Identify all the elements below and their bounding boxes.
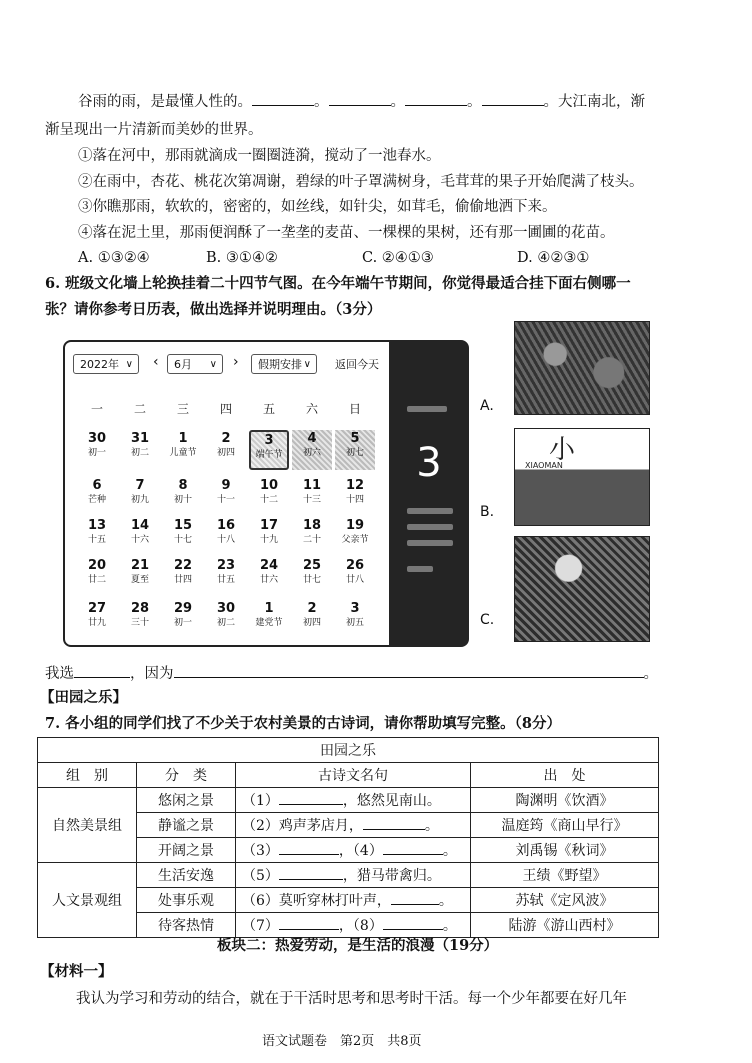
- table-title: 田园之乐: [38, 738, 659, 763]
- calendar-day-cell[interactable]: [206, 477, 246, 517]
- calendar-day-number: 22: [173, 558, 193, 573]
- row-poem: [236, 813, 471, 838]
- poem-blank-1[interactable]: [279, 791, 343, 805]
- calendar-day-number: 8: [178, 478, 188, 493]
- next-month-arrow-icon[interactable]: ›: [233, 354, 239, 370]
- poem-pre: （1）: [242, 793, 279, 809]
- calendar-day-cell[interactable]: [292, 600, 332, 640]
- side-info-line: [407, 508, 453, 514]
- header-group: 组 别: [38, 763, 137, 788]
- picture-b-pinyin: XIAOMAN: [525, 461, 563, 470]
- prev-month-arrow-icon[interactable]: ‹: [153, 354, 159, 370]
- q6-reason-blank[interactable]: [174, 663, 644, 678]
- calendar-day-number: 1: [178, 431, 188, 446]
- poem-post: 。: [438, 893, 453, 909]
- calendar-day-subtitle: 初七: [345, 448, 364, 458]
- poem-post: 。: [442, 843, 457, 859]
- poem-pre: （5）: [242, 868, 279, 884]
- calendar-day-cell[interactable]: [335, 557, 375, 597]
- calendar-day-cell[interactable]: [206, 600, 246, 640]
- calendar-day-number: 10: [259, 478, 279, 493]
- calendar-day-cell[interactable]: [249, 600, 289, 640]
- calendar-day-cell[interactable]: [249, 430, 289, 470]
- q5-period: 。: [543, 94, 558, 110]
- group-natural: 自然美景组: [38, 788, 137, 863]
- calendar-day-subtitle: 三十: [130, 618, 149, 628]
- calendar-day-subtitle: 十九: [259, 535, 278, 545]
- calendar-day-cell[interactable]: [206, 557, 246, 597]
- calendar-day-subtitle: 芒种: [87, 495, 106, 505]
- poem-post: ，猎马带禽归。: [342, 868, 441, 884]
- calendar-day-subtitle: 廿八: [345, 575, 364, 585]
- calendar-day-subtitle: 初二: [216, 618, 235, 628]
- calendar-day-cell[interactable]: [163, 557, 203, 597]
- calendar-day-number: 11: [302, 478, 322, 493]
- calendar-day-cell[interactable]: [292, 477, 332, 517]
- poem-post: 。: [442, 918, 457, 934]
- calendar-day-subtitle: 十二: [259, 495, 278, 505]
- calendar-day-number: 24: [259, 558, 279, 573]
- side-date-line: [407, 406, 447, 412]
- poem-blank-5[interactable]: [279, 866, 343, 880]
- calendar-day-subtitle: 廿二: [87, 575, 106, 585]
- calendar-day-cell[interactable]: [292, 557, 332, 597]
- q5-choice-d[interactable]: D. ④②③①: [517, 250, 590, 266]
- group-cultural: 人文景观组: [38, 863, 137, 938]
- q5-blank-2[interactable]: [329, 91, 391, 106]
- row-category: 悠闲之景: [137, 788, 236, 813]
- q5-blank-4[interactable]: [482, 91, 544, 106]
- calendar-day-subtitle: 夏至: [130, 575, 149, 585]
- calendar-day-subtitle: 十五: [87, 535, 106, 545]
- poem-pre: （3）: [242, 843, 279, 859]
- calendar-day-number: 5: [350, 431, 360, 446]
- side-info-line: [407, 566, 433, 572]
- calendar-day-number: 26: [345, 558, 365, 573]
- selected-day-number: 3: [416, 440, 442, 486]
- calendar-day-subtitle: 初一: [87, 448, 106, 458]
- poem-blank-7[interactable]: [279, 916, 339, 930]
- row-source: 王绩《野望》: [471, 863, 659, 888]
- month-select-value: 6月: [174, 358, 192, 371]
- poem-blank-3[interactable]: [279, 841, 339, 855]
- picture-b-char: 小: [549, 435, 576, 465]
- calendar-day-subtitle: 初一: [173, 618, 192, 628]
- q6-answer-prefix: 我选: [45, 666, 74, 682]
- header-source: 出 处: [471, 763, 659, 788]
- calendar-day-cell[interactable]: [335, 477, 375, 517]
- poem-blank-8[interactable]: [383, 916, 443, 930]
- poem-table: [37, 737, 659, 938]
- side-info-line: [407, 540, 453, 546]
- calendar-day-number: 20: [87, 558, 107, 573]
- q5-choice-b[interactable]: B. ③①④②: [206, 250, 278, 266]
- calendar-day-subtitle: 初四: [302, 618, 321, 628]
- solar-term-picture-b: [514, 428, 650, 526]
- calendar-day-cell[interactable]: [335, 430, 375, 470]
- row-source: 苏轼《定风波》: [471, 888, 659, 913]
- q5-period: 。: [467, 94, 482, 110]
- weekday-sat: 六: [305, 402, 318, 416]
- calendar-day-subtitle: 端午节: [255, 450, 283, 460]
- calendar-day-number: 31: [130, 431, 150, 446]
- solar-term-picture-c: [514, 536, 650, 642]
- weekday-mon: 一: [90, 402, 103, 416]
- q5-period: 。: [314, 94, 329, 110]
- calendar-widget: [63, 340, 467, 647]
- q5-intro-tail: 大江南北，渐: [558, 94, 645, 110]
- calendar-day-cell[interactable]: [292, 430, 332, 470]
- calendar-day-cell[interactable]: [120, 430, 160, 470]
- calendar-side-panel: [389, 340, 469, 647]
- calendar-day-subtitle: 十一: [216, 495, 235, 505]
- calendar-day-number: 2: [307, 601, 317, 616]
- calendar-day-cell[interactable]: [163, 517, 203, 557]
- block2-title: 板块二：热爱劳动，是生活的浪漫（19分）: [217, 937, 499, 954]
- header-category: 分 类: [137, 763, 236, 788]
- table-row: [38, 788, 659, 813]
- month-select[interactable]: [167, 354, 223, 374]
- q5-option-3: ③你瞧那雨，软软的，密密的，如丝线，如针尖，如茸毛，偷偷地洒下来。: [78, 199, 557, 215]
- picture-b-label: B.: [480, 504, 495, 520]
- calendar-day-number: 19: [345, 518, 365, 533]
- q5-intro-line1: [78, 88, 645, 116]
- calendar-day-cell[interactable]: [335, 517, 375, 557]
- table-row: [38, 863, 659, 888]
- material-title: 【材料一】: [40, 963, 113, 980]
- calendar-day-subtitle: 父亲节: [341, 535, 369, 545]
- calendar-day-cell[interactable]: [206, 517, 246, 557]
- calendar-day-subtitle: 廿九: [87, 618, 106, 628]
- q5-option-1: ①落在河中，那雨就滴成一圈圈涟漪，搅动了一池春水。: [78, 148, 441, 164]
- calendar-day-number: 6: [92, 478, 102, 493]
- calendar-day-cell[interactable]: [120, 557, 160, 597]
- holiday-select-value: 假期安排: [258, 358, 302, 371]
- calendar-day-subtitle: 初六: [302, 448, 321, 458]
- row-source: 刘禹锡《秋词》: [471, 838, 659, 863]
- weekday-tue: 二: [133, 402, 146, 416]
- calendar-day-number: 27: [87, 601, 107, 616]
- calendar-day-number: 9: [221, 478, 231, 493]
- calendar-day-number: 17: [259, 518, 279, 533]
- q7-question: 7. 各小组的同学们找了不少关于农村美景的古诗词，请你帮助填写完整。（8分）: [45, 715, 562, 732]
- poem-mid: ，（4）: [338, 843, 383, 859]
- row-category: 处事乐观: [137, 888, 236, 913]
- weekday-thu: 四: [219, 402, 232, 416]
- calendar-day-subtitle: 廿五: [216, 575, 235, 585]
- q6-choice-blank[interactable]: [74, 663, 130, 678]
- calendar-day-number: 1: [264, 601, 274, 616]
- q5-intro-text: 谷雨的雨，是最懂人性的。: [78, 94, 252, 110]
- calendar-day-number: 12: [345, 478, 365, 493]
- poem-post: ，悠然见南山。: [342, 793, 441, 809]
- calendar-day-subtitle: 廿四: [173, 575, 192, 585]
- material-text: 我认为学习和劳动的结合，就在于干活时思考和思考时干活。每一个少年都要在好几年: [76, 991, 627, 1007]
- calendar-day-subtitle: 十四: [345, 495, 364, 505]
- calendar-day-number: 3: [264, 433, 274, 448]
- calendar-day-subtitle: 十六: [130, 535, 149, 545]
- row-source: 陆游《游山西村》: [471, 913, 659, 938]
- q5-blank-3[interactable]: [405, 91, 467, 106]
- q6-line2: 张？请你参考日历表，做出选择并说明理由。（3分）: [45, 301, 382, 318]
- poem-pre: （7）: [242, 918, 279, 934]
- calendar-day-cell[interactable]: [249, 517, 289, 557]
- table-title-row: [38, 738, 659, 763]
- calendar-day-subtitle: 十七: [173, 535, 192, 545]
- calendar-day-subtitle: 建党节: [255, 618, 283, 628]
- row-category: 生活安逸: [137, 863, 236, 888]
- calendar-day-cell[interactable]: [292, 517, 332, 557]
- poem-blank-4[interactable]: [383, 841, 443, 855]
- calendar-day-cell[interactable]: [77, 477, 117, 517]
- calendar-day-subtitle: 初五: [345, 618, 364, 628]
- holiday-select[interactable]: [251, 354, 317, 374]
- row-poem: [236, 863, 471, 888]
- poem-blank-2[interactable]: [363, 816, 425, 830]
- calendar-day-subtitle: 廿七: [302, 575, 321, 585]
- poem-mid: ，（8）: [338, 918, 383, 934]
- poem-pre: （2）鸡声茅店月，: [242, 818, 363, 834]
- calendar-day-number: 16: [216, 518, 236, 533]
- calendar-day-subtitle: 初九: [130, 495, 149, 505]
- solar-term-picture-a: [514, 321, 650, 415]
- calendar-day-number: 7: [135, 478, 145, 493]
- weekday-wed: 三: [176, 402, 189, 416]
- calendar-day-cell[interactable]: [120, 477, 160, 517]
- calendar-day-number: 25: [302, 558, 322, 573]
- row-source: 温庭筠《商山早行》: [471, 813, 659, 838]
- calendar-day-cell[interactable]: [206, 430, 246, 470]
- calendar-day-subtitle: 廿六: [259, 575, 278, 585]
- chevron-down-icon: ∨: [209, 359, 217, 370]
- chevron-down-icon: ∨: [125, 359, 133, 370]
- calendar-day-subtitle: 十三: [302, 495, 321, 505]
- calendar-day-cell[interactable]: [77, 430, 117, 470]
- calendar-day-cell[interactable]: [120, 517, 160, 557]
- q6-answer-mid: ，因为: [130, 666, 174, 682]
- q5-blank-1[interactable]: [252, 91, 314, 106]
- side-info-line: [407, 524, 453, 530]
- calendar-day-subtitle: 儿童节: [169, 448, 197, 458]
- poem-blank-6[interactable]: [391, 891, 439, 905]
- calendar-day-number: 29: [173, 601, 193, 616]
- calendar-day-subtitle: 初二: [130, 448, 149, 458]
- calendar-day-cell[interactable]: [77, 600, 117, 640]
- calendar-day-number: 3: [350, 601, 360, 616]
- header-poem: 古诗文名句: [236, 763, 471, 788]
- calendar-day-number: 15: [173, 518, 193, 533]
- calendar-day-cell[interactable]: [163, 600, 203, 640]
- q6-line1: 6. 班级文化墙上轮换挂着二十四节气图。在今年端午节期间，你觉得最适合挂下面右侧哪一: [45, 275, 631, 292]
- calendar-day-cell[interactable]: [163, 430, 203, 470]
- q5-period: 。: [390, 94, 405, 110]
- section-tianyuan-heading: 【田园之乐】: [40, 689, 127, 706]
- calendar-day-number: 13: [87, 518, 107, 533]
- q5-option-2: ②在雨中，杏花、桃花次第凋谢，碧绿的叶子罩满树身，毛茸茸的果子开始爬满了枝头。: [78, 174, 644, 190]
- year-select[interactable]: [73, 354, 139, 374]
- q5-option-4: ④落在泥土里，那雨便润酥了一垄垄的麦苗、一棵棵的果树，还有那一圃圃的花苗。: [78, 225, 615, 241]
- row-source: 陶渊明《饮酒》: [471, 788, 659, 813]
- calendar-day-number: 30: [87, 431, 107, 446]
- calendar-day-subtitle: 十八: [216, 535, 235, 545]
- q5-choice-a[interactable]: A. ①③②④: [78, 250, 150, 266]
- weekday-fri: 五: [262, 402, 275, 416]
- row-poem: [236, 838, 471, 863]
- calendar-day-number: 4: [307, 431, 317, 446]
- row-category: 待客热情: [137, 913, 236, 938]
- calendar-day-number: 18: [302, 518, 322, 533]
- page-footer: 语文试题卷 第2页 共8页: [262, 1034, 422, 1049]
- calendar-day-cell[interactable]: [120, 600, 160, 640]
- q5-choice-c[interactable]: C. ②④①③: [362, 250, 434, 266]
- calendar-day-number: 23: [216, 558, 236, 573]
- q6-answer-line: [45, 660, 658, 688]
- picture-a-label: A.: [480, 398, 494, 414]
- picture-c-label: C.: [480, 612, 495, 628]
- row-poem: [236, 788, 471, 813]
- calendar-day-number: 2: [221, 431, 231, 446]
- calendar-day-subtitle: 二十: [302, 535, 321, 545]
- calendar-day-cell[interactable]: [335, 600, 375, 640]
- calendar-day-number: 28: [130, 601, 150, 616]
- year-select-value: 2022年: [80, 358, 119, 371]
- back-today-button[interactable]: 返回今天: [335, 358, 379, 371]
- calendar-day-cell[interactable]: [77, 557, 117, 597]
- poem-post: 。: [424, 818, 439, 834]
- calendar-day-cell[interactable]: [163, 477, 203, 517]
- calendar-day-cell[interactable]: [249, 557, 289, 597]
- calendar-day-subtitle: 初十: [173, 495, 192, 505]
- chevron-down-icon: ∨: [303, 359, 311, 370]
- weekday-sun: 日: [348, 402, 361, 416]
- calendar-day-number: 30: [216, 601, 236, 616]
- calendar-day-number: 14: [130, 518, 150, 533]
- row-category: 静谧之景: [137, 813, 236, 838]
- calendar-day-cell[interactable]: [77, 517, 117, 557]
- row-poem: [236, 888, 471, 913]
- q6-answer-end: 。: [643, 666, 658, 682]
- q5-intro-line2: 渐呈现出一片清新而美妙的世界。: [45, 122, 263, 138]
- row-category: 开阔之景: [137, 838, 236, 863]
- calendar-day-number: 21: [130, 558, 150, 573]
- poem-pre: （6）莫听穿林打叶声，: [242, 893, 391, 909]
- table-header-row: [38, 763, 659, 788]
- calendar-day-cell[interactable]: [249, 477, 289, 517]
- calendar-day-subtitle: 初四: [216, 448, 235, 458]
